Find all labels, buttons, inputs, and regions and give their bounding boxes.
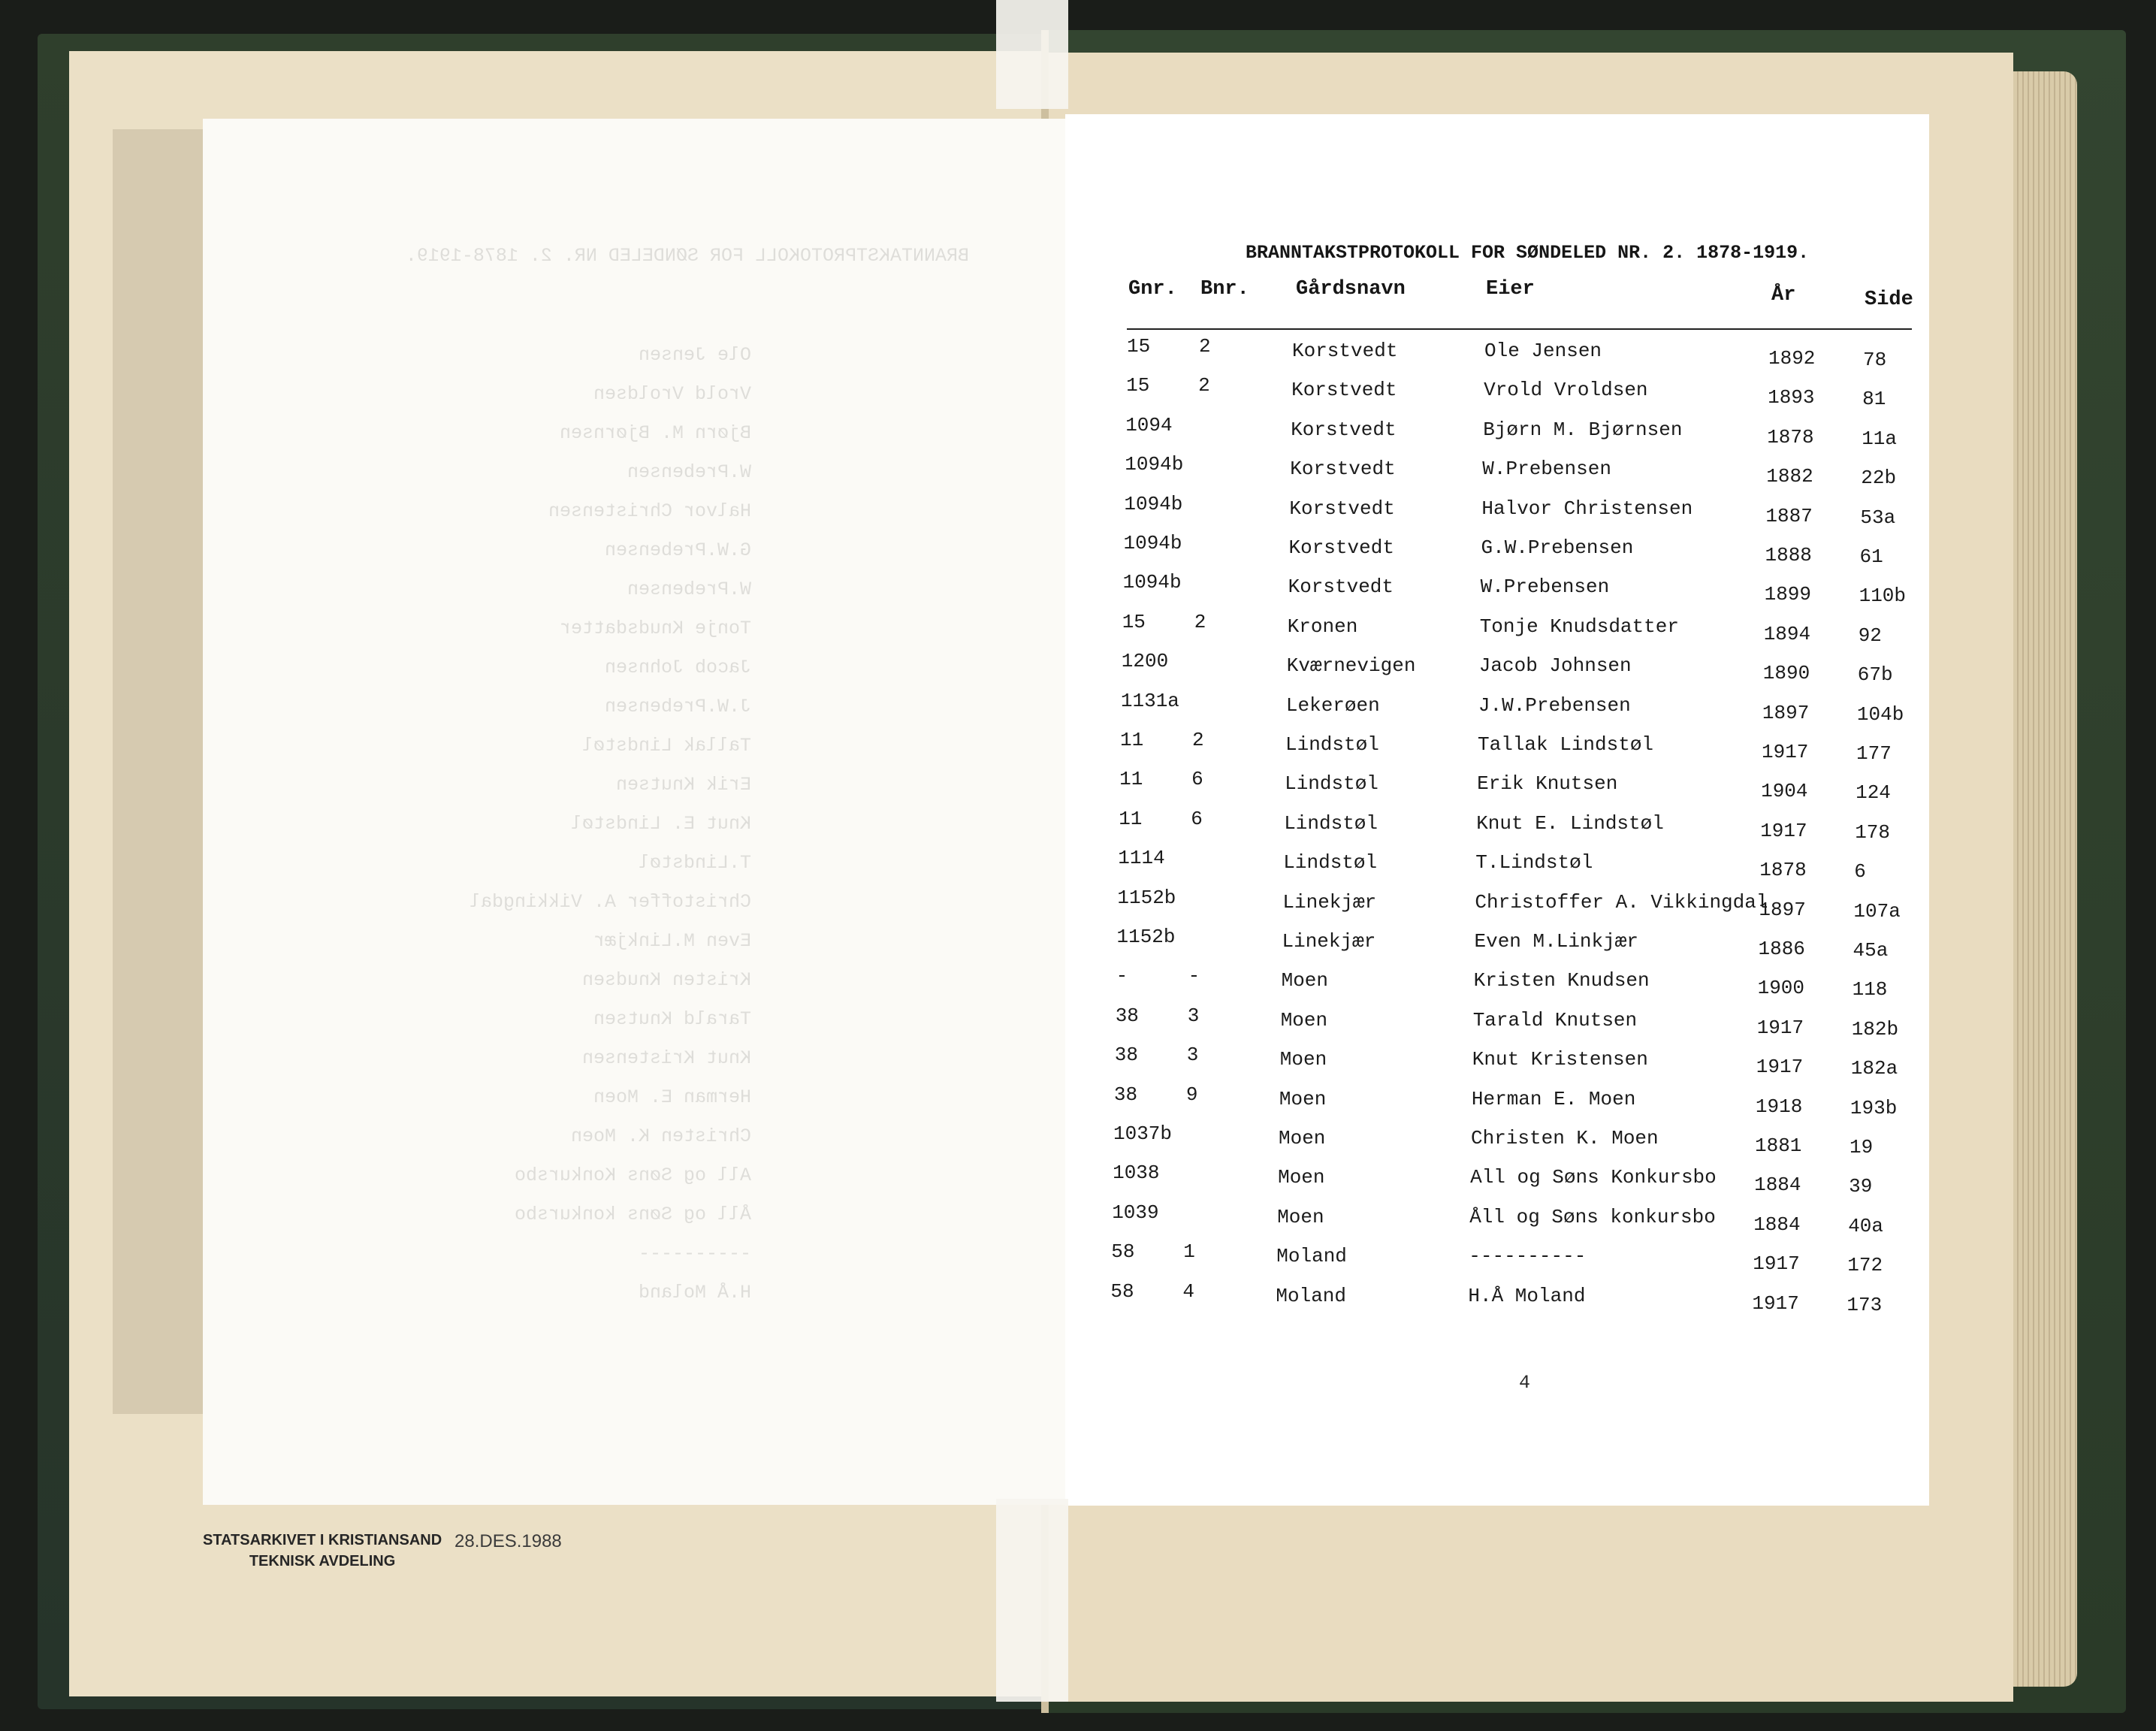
cell-gardsnavn: Korstvedt — [1290, 458, 1396, 481]
column-header-eier: Eier — [1486, 278, 1535, 301]
cell-side: 22b — [1861, 467, 1897, 490]
column-header-side: Side — [1865, 288, 1913, 311]
cell-gardsnavn: Korstvedt — [1288, 575, 1394, 599]
cell-gnr: 11 — [1120, 729, 1144, 751]
bleed-line: Christen K. Moen — [570, 1125, 751, 1147]
bleed-line: J.W.Prebensen — [604, 696, 751, 717]
cell-side: 178 — [1855, 820, 1890, 844]
bleed-line: Erik Knutsen — [615, 774, 751, 796]
cell-eier: G.W.Prebensen — [1481, 536, 1634, 559]
bleed-line: W.Prebensen — [627, 579, 751, 600]
cell-side: 40a — [1848, 1214, 1883, 1237]
cell-gnr: 1200 — [1121, 650, 1169, 673]
column-header-gnr: Gnr. — [1128, 278, 1177, 301]
cell-gnr: 1152b — [1116, 926, 1176, 948]
cell-side: 39 — [1849, 1175, 1873, 1198]
cell-ar: 1893 — [1768, 386, 1815, 409]
cell-side: 6 — [1854, 860, 1866, 884]
cell-gardsnavn: Lekerøen — [1285, 693, 1380, 717]
cell-gnr: 58 — [1110, 1279, 1134, 1303]
cell-gardsnavn: Korstvedt — [1291, 379, 1397, 402]
cell-gardsnavn: Moland — [1276, 1245, 1347, 1268]
cell-gnr: 11 — [1119, 768, 1143, 791]
cell-gnr: 15 — [1122, 610, 1146, 633]
cell-gnr: 15 — [1126, 374, 1150, 397]
stamp-line-2: TEKNISK AVDELING — [249, 1553, 396, 1569]
cell-gnr: 1094b — [1122, 571, 1182, 594]
cell-eier: Jacob Johnsen — [1478, 654, 1632, 678]
column-header-gardsnavn: Gårdsnavn — [1296, 278, 1406, 301]
bleed-line: Bjørn M. Bjørnsen — [559, 422, 751, 444]
cell-gardsnavn: Lindstøl — [1283, 851, 1378, 875]
cell-ar: 1897 — [1762, 701, 1810, 724]
page-edges — [2013, 71, 2077, 1687]
cell-gnr: 38 — [1113, 1083, 1138, 1106]
backing-card — [113, 129, 218, 1414]
cell-ar: 1904 — [1761, 780, 1808, 803]
cell-gnr: 1094b — [1123, 532, 1182, 554]
cell-ar: 1917 — [1756, 1056, 1804, 1079]
bleed-line: T.Lindstøl — [638, 852, 751, 874]
cell-bnr: 9 — [1185, 1083, 1198, 1106]
cell-ar: 1887 — [1765, 504, 1813, 527]
cell-eier: Bjørn M. Bjørnsen — [1483, 418, 1683, 441]
cell-bnr: 4 — [1182, 1279, 1194, 1303]
cell-gardsnavn: Moen — [1280, 1008, 1328, 1032]
bleed-line: W.Prebensen — [627, 461, 751, 483]
cell-eier: Tonje Knudsdatter — [1479, 615, 1679, 638]
bleed-title: BRANNTAKSTPROTOKOLL FOR SØNDELED NR. 2. 1878-1919. — [405, 245, 969, 267]
cell-ar: 1917 — [1756, 1016, 1804, 1039]
cell-gardsnavn: Kronen — [1287, 615, 1358, 638]
bleed-line: All og Søns Konkursbo — [514, 1165, 751, 1186]
document-title: BRANNTAKSTPROTOKOLL FOR SØNDELED NR. 2. 1878-1919. — [1246, 242, 1810, 264]
cell-ar: 1892 — [1768, 347, 1816, 370]
cell-ar: 1886 — [1758, 938, 1805, 960]
cell-gardsnavn: Korstvedt — [1288, 536, 1394, 559]
bleed-line: Åll og Søns konkursbo — [514, 1204, 751, 1225]
cell-eier: Even M.Linkjær — [1474, 930, 1638, 953]
archive-stamp — [203, 1530, 442, 1572]
cell-bnr: 1 — [1183, 1240, 1195, 1264]
cell-side: 193b — [1850, 1096, 1898, 1119]
cell-eier: J.W.Prebensen — [1478, 693, 1631, 717]
cell-side: 104b — [1856, 702, 1904, 726]
bleed-line: Herman E. Moen — [593, 1086, 751, 1108]
cell-eier: W.Prebensen — [1482, 458, 1611, 481]
cell-bnr: - — [1188, 965, 1200, 988]
bleed-line: Christoffer A. Vikkingdal — [469, 891, 751, 913]
cell-eier: Knut Kristensen — [1472, 1048, 1648, 1071]
cell-ar: 1878 — [1759, 859, 1807, 882]
cell-side: 19 — [1850, 1136, 1874, 1159]
cell-gardsnavn: Lindstøl — [1285, 772, 1378, 796]
cell-eier: All og Søns Konkursbo — [1470, 1166, 1717, 1189]
cell-side: 172 — [1847, 1254, 1883, 1277]
bleed-line: Tallak Lindstøl — [581, 735, 751, 757]
cell-gnr: 1038 — [1113, 1162, 1160, 1185]
cell-bnr: 2 — [1194, 610, 1206, 633]
cell-ar: 1884 — [1754, 1174, 1801, 1197]
cell-gardsnavn: Linekjær — [1282, 930, 1376, 953]
cell-ar: 1897 — [1759, 898, 1806, 921]
cell-ar: 1890 — [1762, 662, 1810, 685]
bleed-line: Vrold Vroldsen — [593, 383, 751, 405]
bleed-line: Halvor Christensen — [548, 500, 751, 522]
cell-side: 67b — [1857, 663, 1893, 687]
cell-eier: Vrold Vroldsen — [1484, 379, 1648, 402]
bleed-line: G.W.Prebensen — [604, 539, 751, 561]
cell-side: 118 — [1852, 978, 1888, 1001]
page-number: 4 — [1519, 1372, 1531, 1394]
cell-side: 81 — [1862, 388, 1886, 411]
cell-ar: 1881 — [1755, 1134, 1802, 1157]
cell-gnr: 1039 — [1112, 1201, 1159, 1224]
cell-bnr: 2 — [1192, 729, 1204, 751]
cell-gardsnavn: Moen — [1279, 1048, 1327, 1071]
cell-side: 177 — [1856, 742, 1892, 765]
cell-gnr: 1094b — [1124, 492, 1183, 515]
tape-top — [996, 0, 1068, 109]
cell-ar: 1900 — [1757, 977, 1805, 1000]
column-header-ar: År — [1771, 284, 1796, 307]
cell-eier: Kristen Knudsen — [1473, 969, 1650, 992]
cell-gardsnavn: Korstvedt — [1291, 418, 1397, 441]
cell-side: 53a — [1860, 506, 1896, 529]
cell-eier: Tarald Knutsen — [1472, 1008, 1638, 1032]
cell-eier: H.Å Moland — [1468, 1284, 1586, 1307]
cell-bnr: 2 — [1198, 374, 1210, 397]
cell-side: 124 — [1856, 781, 1891, 805]
cell-eier: Ole Jensen — [1484, 340, 1602, 362]
cell-ar: 1884 — [1753, 1213, 1801, 1236]
cell-eier: W.Prebensen — [1480, 575, 1610, 599]
cell-side: 173 — [1846, 1293, 1883, 1316]
cell-gardsnavn: Moen — [1279, 1127, 1326, 1149]
stamp-line-1: STATSARKIVET I KRISTIANSAND — [203, 1532, 442, 1548]
cell-side: 11a — [1862, 427, 1897, 450]
cell-bnr: 3 — [1187, 1004, 1200, 1027]
cell-ar: 1878 — [1767, 425, 1814, 449]
cell-gnr: 1037b — [1113, 1122, 1173, 1145]
cell-ar: 1882 — [1766, 465, 1813, 488]
bleed-line: Knut E. Lindstøl — [570, 813, 751, 835]
cell-eier: Christoffer A. Vikkingdal — [1475, 890, 1768, 914]
bleed-line: Even M.Linkjær — [593, 930, 751, 952]
cell-eier: Knut E. Lindstøl — [1476, 811, 1664, 835]
bleed-line: Ole Jensen — [638, 344, 751, 366]
cell-eier: Tallak Lindstøl — [1478, 733, 1654, 756]
cell-ar: 1917 — [1760, 819, 1807, 842]
cell-gnr: - — [1116, 965, 1128, 988]
cell-gnr: 1094b — [1125, 453, 1184, 476]
cell-gardsnavn: Lindstøl — [1284, 811, 1378, 835]
stamp-date: 28.DES.1988 — [454, 1531, 562, 1551]
bleed-line: ---------- — [638, 1243, 751, 1264]
cell-ar: 1899 — [1764, 583, 1812, 606]
cell-bnr: 2 — [1199, 335, 1211, 358]
cell-gardsnavn: Korstvedt — [1289, 497, 1395, 520]
cell-gardsnavn: Moen — [1279, 1087, 1327, 1110]
cell-eier: ---------- — [1469, 1245, 1587, 1268]
cell-side: 45a — [1853, 939, 1889, 962]
bleed-line: Tonje Knudsdatter — [559, 618, 751, 639]
cell-gnr: 11 — [1119, 807, 1143, 830]
cell-gardsnavn: Linekjær — [1282, 890, 1377, 914]
cell-ar: 1917 — [1762, 741, 1809, 763]
cell-gardsnavn: Korstvedt — [1292, 340, 1398, 362]
cell-side: 107a — [1853, 899, 1901, 923]
cell-gnr: 38 — [1115, 1004, 1139, 1027]
cell-gnr: 1094 — [1125, 413, 1173, 437]
cell-gardsnavn: Moland — [1276, 1284, 1347, 1307]
cell-gnr: 1114 — [1118, 847, 1165, 870]
cell-gardsnavn: Kværnevigen — [1286, 654, 1416, 678]
cell-side: 78 — [1863, 349, 1887, 371]
cell-gnr: 1152b — [1117, 886, 1176, 909]
cell-side: 110b — [1859, 585, 1907, 608]
cell-side: 92 — [1858, 624, 1882, 647]
cell-ar: 1894 — [1763, 622, 1811, 645]
bleed-line: Kristen Knudsen — [581, 969, 751, 991]
bleed-line: Knut Kristensen — [581, 1047, 751, 1069]
cell-gardsnavn: Lindstøl — [1285, 733, 1379, 756]
cell-gardsnavn: Moen — [1278, 1166, 1325, 1189]
cell-ar: 1917 — [1752, 1291, 1799, 1315]
bleed-line: Tarald Knutsen — [593, 1008, 751, 1030]
cell-gnr: 38 — [1114, 1044, 1139, 1067]
tape-bottom — [996, 1499, 1068, 1702]
cell-gnr: 1131a — [1120, 689, 1179, 712]
cell-side: 182a — [1850, 1057, 1898, 1080]
cell-bnr: 6 — [1191, 807, 1203, 830]
cell-side: 61 — [1859, 545, 1883, 568]
cell-ar: 1918 — [1755, 1095, 1803, 1118]
cell-eier: Halvor Christensen — [1481, 497, 1693, 520]
cell-eier: Åll og Søns konkursbo — [1469, 1205, 1716, 1228]
cell-gnr: 15 — [1127, 335, 1151, 358]
cell-eier: Erik Knutsen — [1477, 772, 1618, 796]
cell-eier: T.Lindstøl — [1475, 851, 1593, 875]
bleed-line: Jacob Johnsen — [604, 657, 751, 678]
bleed-line: H.Å Moland — [638, 1282, 751, 1304]
cell-gardsnavn: Moen — [1281, 969, 1329, 992]
cell-bnr: 3 — [1186, 1044, 1199, 1067]
cell-gnr: 58 — [1111, 1240, 1135, 1264]
cell-eier: Christen K. Moen — [1471, 1127, 1659, 1149]
column-header-bnr: Bnr. — [1200, 278, 1249, 301]
cell-bnr: 6 — [1191, 768, 1203, 791]
cell-ar: 1888 — [1765, 544, 1812, 566]
header-rule — [1127, 328, 1912, 330]
cell-side: 182b — [1851, 1017, 1899, 1041]
cell-ar: 1917 — [1753, 1252, 1800, 1276]
cell-eier: Herman E. Moen — [1471, 1087, 1636, 1110]
cell-gardsnavn: Moen — [1277, 1205, 1324, 1228]
bleed-through — [203, 119, 1067, 1505]
